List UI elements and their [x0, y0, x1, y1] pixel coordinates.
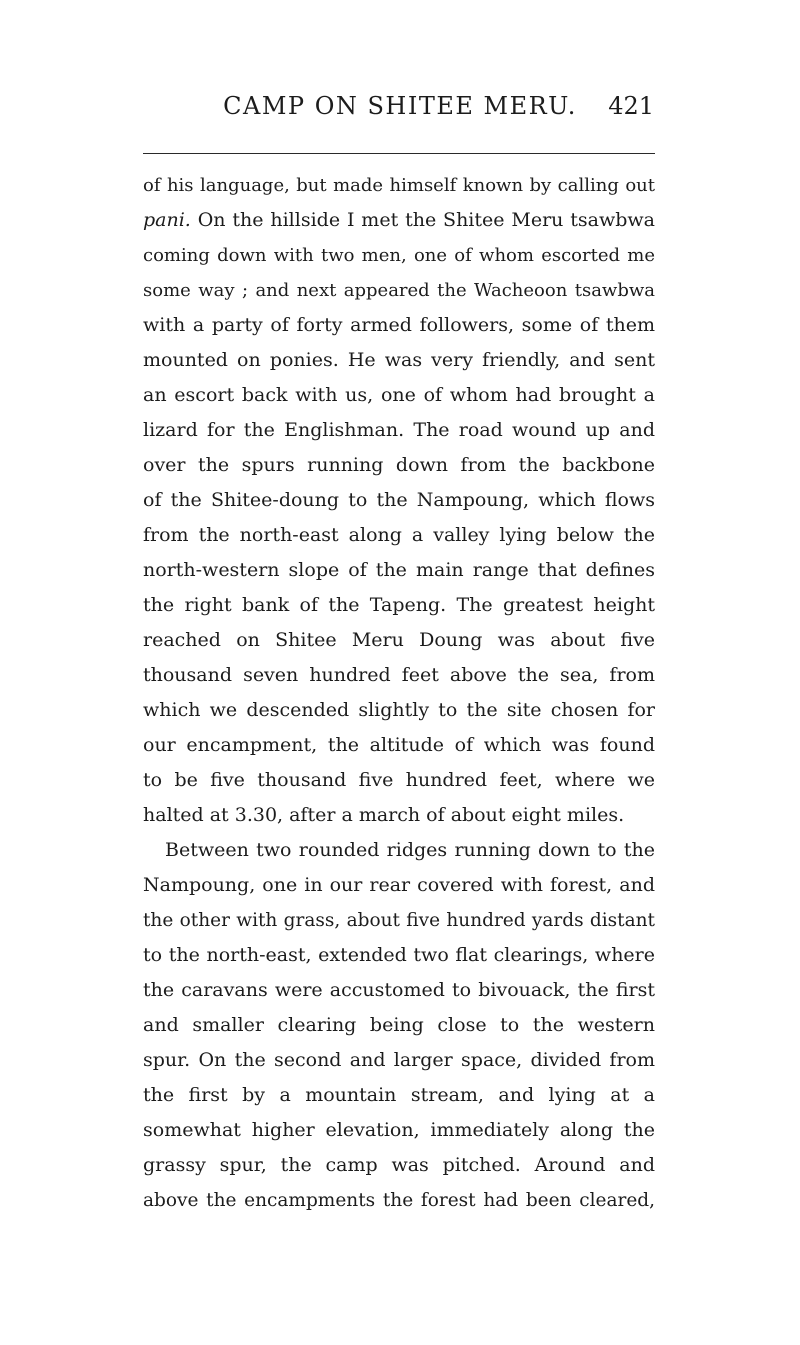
- text-line: the first by a mountain stream, and lying at a: [143, 1084, 655, 1106]
- text-line: over the spurs running down from the backbone: [143, 454, 655, 476]
- text-line: coming down with two men, one of whom escorted me: [143, 245, 655, 266]
- text-line: from the north-east along a valley lying below the: [143, 524, 655, 546]
- text-line: of the Shitee-doung to the Nampoung, which flows: [143, 489, 655, 511]
- running-head: [0, 88, 800, 124]
- text-line: the other with grass, about five hundred yards distant: [143, 910, 655, 931]
- text-line: to the north-east, extended two flat clearings, where: [143, 944, 655, 966]
- text-line: of his language, but made himself known by calling out: [143, 175, 655, 196]
- text-line: Between two rounded ridges running down to the: [165, 839, 655, 861]
- text-line: mounted on ponies. He was very friendly, and sent: [143, 349, 655, 371]
- header-rule: [143, 153, 655, 154]
- text-line: with a party of forty armed followers, some of them: [143, 314, 655, 336]
- text-line: north-western slope of the main range that defines: [143, 559, 655, 581]
- text-line: grassy spur, the camp was pitched. Around and: [143, 1154, 655, 1176]
- text-line: lizard for the Englishman. The road wound up and: [143, 419, 655, 441]
- text-line: spur. On the second and larger space, divided from: [143, 1049, 655, 1071]
- text-line: halted at 3.30, after a march of about eight miles.: [143, 804, 625, 826]
- text-line: to be five thousand five hundred feet, where we: [143, 769, 655, 791]
- page-number: 421: [608, 92, 654, 120]
- text-line: somewhat higher elevation, immediately along the: [143, 1119, 655, 1141]
- text-line: which we descended slightly to the site chosen for: [143, 699, 655, 721]
- italic-word: pani.: [143, 209, 191, 231]
- text-line: some way ; and next appeared the Wacheoon tsawbwa: [143, 280, 655, 301]
- text-line: thousand seven hundred feet above the sea, from: [143, 664, 655, 686]
- text-line: an escort back with us, one of whom had brought a: [143, 384, 655, 406]
- text-line: the right bank of the Tapeng. The greatest height: [143, 594, 655, 616]
- text-line: pani. On the hillside I met the Shitee Meru tsawbwa: [143, 209, 655, 231]
- running-title: CAMP ON SHITEE MERU.: [223, 92, 577, 120]
- text-line: the caravans were accustomed to bivouack, the first: [143, 979, 655, 1001]
- text-line: and smaller clearing being close to the western: [143, 1014, 655, 1036]
- text-line: above the encampments the forest had been cleared,: [143, 1190, 655, 1211]
- text-line: Nampoung, one in our rear covered with forest, and: [143, 874, 655, 896]
- text-line: our encampment, the altitude of which was found: [143, 734, 655, 756]
- text-line: reached on Shitee Meru Doung was about five: [143, 629, 655, 651]
- body-text: [143, 168, 655, 1218]
